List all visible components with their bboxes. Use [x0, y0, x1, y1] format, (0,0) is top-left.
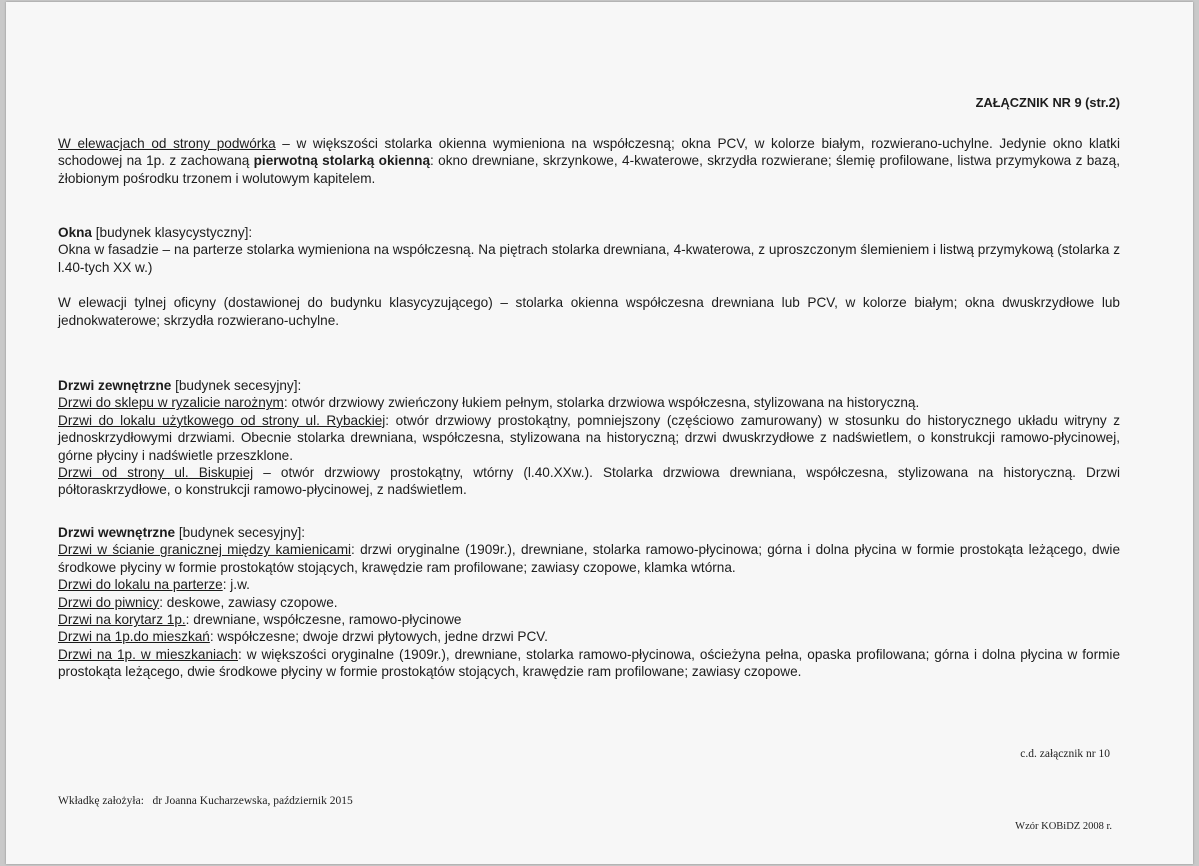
exterior-door-item: [58, 464, 1120, 499]
interior-door-item-text: : drewniane, współczesne, ramowo-płycinowe: [185, 612, 462, 628]
interior-doors-heading: [58, 524, 1120, 541]
paragraph-courtyard-elevation: [58, 135, 1120, 187]
document-page: [6, 2, 1193, 864]
interior-doors-title: Drzwi wewnętrzne: [58, 525, 176, 540]
interior-door-item-label: Drzwi w ścianie granicznej między kamienicami: [58, 542, 352, 558]
windows-title: Okna: [58, 225, 92, 240]
interior-door-item-text: : współczesne; dwoje drzwi płytowych, jedne drzwi PCV.: [209, 629, 548, 645]
exterior-door-item: [58, 394, 1120, 411]
exterior-door-item-label: Drzwi do sklepu w ryzalicie narożnym: [58, 395, 284, 411]
exterior-doors-subtitle: [budynek secesyjny]:: [171, 378, 302, 393]
interior-door-item-label: Drzwi na 1p.do mieszkań: [58, 629, 210, 645]
interior-door-item-label: Drzwi do lokalu na parterze: [58, 577, 223, 593]
windows-subtitle: [budynek klasycystyczny]:: [92, 225, 253, 240]
exterior-doors-title: Drzwi zewnętrzne: [58, 378, 172, 393]
section-interior-doors: [58, 524, 1120, 681]
attachment-title: ZAŁĄCZNIK NR 9 (str.2): [975, 95, 1120, 110]
courtyard-elevation-label: W elewacjach od strony podwórka: [58, 136, 276, 151]
exterior-doors-heading: [58, 377, 1120, 394]
interior-door-item: [58, 541, 1120, 576]
interior-door-item: [58, 646, 1120, 681]
author-note: Wkładkę założyła: dr Joanna Kucharzewska, październik 2015: [58, 795, 353, 807]
section-windows: [58, 224, 1120, 329]
courtyard-elevation-text: – w większości stolarka okienna wymieniona na współczesną; okna PCV, w kolorze białym, rozwierano-uchylne. Jedynie okno klatki schodowej na 1p. z zachowaną: [58, 136, 1120, 169]
continued-note: c.d. załącznik nr 10: [1020, 748, 1110, 760]
original-window-joinery-label: pierwotną stolarką okienną: [253, 153, 431, 169]
exterior-door-item-label: Drzwi do lokalu użytkowego od strony ul. Rybackiej: [58, 412, 386, 428]
exterior-door-item-text: : otwór drzwiowy prostokątny, pomniejszony (częściowo zamurowany) w stosunku do historycznego układu witryny z jednoskrzydłowymi drzwiami. Obecnie stolarka drewniana, współczesna, stylizowana na historyczną; drzwi dwuskrzydłowe z nadświetlem, o konstrukcji ramowo-płycinowej, górne płyciny i nadświetle przeszklone.: [58, 412, 1120, 463]
interior-door-item-label: Drzwi na korytarz 1p.: [58, 612, 186, 628]
exterior-door-item-text: – otwór drzwiowy prostokątny, wtórny (l.40.XXw.). Stolarka drzwiowa drewniana, współczesna, stylizowana na historyczną. Drzwi półtoraskrzydłowe, o konstrukcji ramowo-płycinowej, z nadświetlem.: [58, 465, 1120, 498]
exterior-door-item-text: : otwór drzwiowy zwieńczony łukiem pełnym, stolarka drzwiowa współczesna, stylizowana na historyczną.: [283, 395, 920, 411]
exterior-door-item-label: Drzwi od strony ul. Biskupiej: [58, 465, 254, 481]
interior-door-item: [58, 576, 1120, 593]
courtyard-elevation-text-2: : okno drewniane, skrzynkowe, 4-kwaterowe, skrzydła rozwierane; ślemię profilowane, listwa przymykowa z bazą, żłobionym pośrodku trzonem i wolutowym kapitelem.: [58, 153, 1120, 186]
interior-door-item-text: : w większości oryginalne (1909r.), drewniane, stolarka ramowo-płycinowa, ościeżyna pełna, opaska profilowana; górna i dolna płycina w formie prostokąta leżącego, dwie środkowe płyciny w formie prostokątów stojących, krawędzie ram profilowane; zawiasy czopowe.: [58, 646, 1120, 680]
interior-door-item: [58, 628, 1120, 645]
section-exterior-doors: [58, 377, 1120, 499]
windows-paragraph-1: Okna w fasadzie – na parterze stolarka wymieniona na współczesną. Na piętrach stolarka drewniana, 4-kwaterowa, z uproszczonym ślemieniem i listwą przymykową (stolarka z l.40-tych XX w.): [58, 242, 1120, 275]
interior-door-item-text: : deskowe, zawiasy czopowe.: [159, 594, 338, 610]
windows-heading: [58, 224, 1120, 241]
interior-doors-subtitle: [budynek secesyjny]:: [175, 525, 306, 540]
interior-door-item: [58, 594, 1120, 611]
interior-door-item-text: : j.w.: [222, 577, 250, 593]
interior-door-item: [58, 611, 1120, 628]
exterior-door-item: [58, 412, 1120, 464]
windows-paragraph-2: W elewacji tylnej oficyny (dostawionej do budynku klasycyzującego) – stolarka okienna współczesna drewniana lub PCV, w kolorze białym; okna dwuskrzydłowe lub jednokwaterowe; skrzydła rozwierano-uchylne.: [58, 295, 1120, 328]
interior-door-item-label: Drzwi na 1p. w mieszkaniach: [58, 646, 238, 662]
interior-door-item-label: Drzwi do piwnicy: [58, 594, 160, 610]
interior-door-item-text: : drzwi oryginalne (1909r.), drewniane, stolarka ramowo-płycinowa; górna i dolna płycina w formie prostokąta leżącego, dwie środkowe płyciny w formie prostokątów stojących, krawędzie ram profilowane; zawiasy czopowe, klamka wtórna.: [58, 542, 1121, 575]
template-note: Wzór KOBiDZ 2008 r.: [1015, 821, 1112, 832]
